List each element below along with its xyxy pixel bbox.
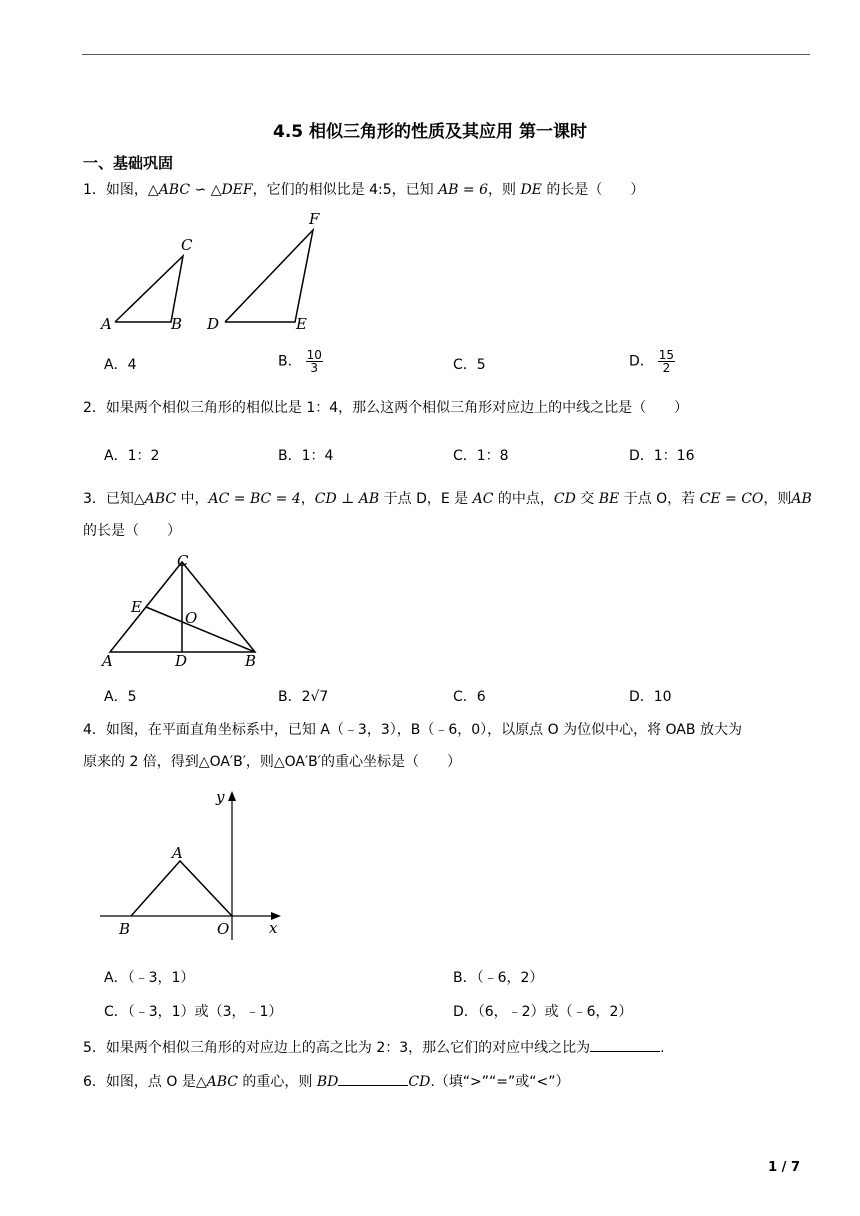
question-4-line-2: 原来的 2 倍，得到△OA′B′，则△OA′B′的重心坐标是（ ） (83, 754, 461, 770)
fig-label: O (185, 609, 198, 627)
denominator: 3 (310, 361, 319, 375)
q6-math: BD (316, 1074, 339, 1090)
page-number: 1 / 7 (768, 1160, 800, 1175)
denominator: 2 (662, 361, 671, 375)
q3-math: CE = CO (699, 491, 764, 507)
q3-math: ABC (144, 491, 177, 507)
q1-text: ，则 (488, 182, 521, 198)
fraction (306, 349, 323, 374)
question-5 (83, 1037, 813, 1058)
q2-option-b[interactable]: B．1：4 (278, 448, 334, 464)
option-label: B． (278, 353, 302, 370)
q1-math: AB = 6 (438, 182, 488, 198)
q4-option-a[interactable]: A．（﹣3，1） (104, 970, 195, 986)
q3-text: ， (300, 491, 315, 507)
fig-label: B (171, 315, 183, 333)
q3-math: AC (472, 491, 494, 507)
q3-option-c[interactable]: C．6 (453, 689, 486, 705)
q3-figure (95, 548, 275, 670)
question-2: 2．如果两个相似三角形的相似比是 1：4，那么这两个相似三角形对应边上的中线之比是（ ） (83, 400, 689, 416)
fig-label: F (309, 210, 320, 228)
q1-option-b[interactable] (278, 349, 323, 374)
fig-label: B (119, 920, 131, 938)
q3-math: CD (553, 491, 576, 507)
numerator: 15 (658, 348, 675, 362)
q4-option-c[interactable]: C．（﹣3，1）或（3，﹣1） (104, 1004, 283, 1020)
fig-label: D (175, 652, 188, 670)
q3-math: CD ⊥ AB (314, 491, 380, 507)
q6-text: 6．如图，点 O 是△ (83, 1074, 207, 1090)
q1-option-a[interactable]: A．4 (104, 357, 137, 373)
question-6 (83, 1071, 813, 1092)
page-title: 4.5 相似三角形的性质及其应用 第一课时 (273, 122, 587, 142)
q1-text: 1．如图， (83, 182, 148, 198)
q2-option-d[interactable]: D．1：16 (629, 448, 695, 464)
numerator: 10 (306, 348, 322, 362)
fig-label: E (131, 598, 142, 616)
header-rule (82, 54, 810, 55)
q2-option-a[interactable]: A．1：2 (104, 448, 160, 464)
q3-text: ，则 (763, 491, 792, 507)
answer-blank[interactable] (590, 1037, 660, 1052)
q4-option-b[interactable]: B．（﹣6，2） (453, 970, 544, 986)
fig-label: D (207, 315, 220, 333)
q2-option-c[interactable]: C．1：8 (453, 448, 509, 464)
q4-option-d[interactable]: D．（6，﹣2）或（﹣6，2） (453, 1004, 633, 1020)
fig-label: y (216, 788, 225, 806)
q3-option-d[interactable]: D．10 (629, 689, 672, 705)
q3-text: 的中点， (493, 491, 554, 507)
fraction (658, 349, 675, 374)
fig-label: A (102, 652, 113, 670)
fig-label: E (296, 315, 307, 333)
q5-text: 5．如果两个相似三角形的对应边上的高之比为 2：3，那么它们的对应中线之比为 (83, 1040, 591, 1056)
q3-option-b[interactable]: B．2√7 (278, 689, 329, 705)
q3-math: AB (791, 491, 812, 507)
question-1 (83, 180, 813, 200)
q3-math: AC = BC = 4 (208, 491, 301, 507)
q3-text: 交 (575, 491, 599, 507)
q1-figure (95, 205, 345, 340)
q1-math: △ABC ∽ △DEF (147, 182, 253, 198)
question-4-line-1: 4．如图，在平面直角坐标系中，已知 A（﹣3，3），B（﹣6，0），以原点 O 为位似中心，将 OAB 放大为 (83, 722, 742, 738)
question-3 (83, 483, 813, 547)
q3-option-a[interactable]: A．5 (104, 689, 137, 705)
fig-label: O (217, 920, 230, 938)
q3-text: 3．已知△ (83, 491, 145, 507)
q5-text: . (660, 1040, 665, 1056)
q3-text: 于点 O，若 (619, 491, 700, 507)
q1-text: 的长是（ ） (541, 182, 645, 198)
fig-label: C (177, 552, 189, 570)
q1-option-c[interactable]: C．5 (453, 357, 486, 373)
fig-label: C (181, 236, 193, 254)
fig-label: B (245, 652, 257, 670)
q4-figure (95, 785, 295, 940)
q6-math: ABC (206, 1074, 238, 1090)
q1-math: DE (520, 182, 542, 198)
q6-text: 的重心，则 (237, 1074, 317, 1090)
q1-option-d[interactable] (629, 349, 675, 374)
q3-text: 于点 D，E 是 (379, 491, 473, 507)
q3-text: 的长是（ ） (83, 523, 181, 539)
fig-label: A (101, 315, 112, 333)
q6-text: .（填“>”“=”或“<”） (430, 1074, 570, 1090)
section-heading: 一、基础巩固 (83, 154, 174, 172)
option-label: D． (629, 353, 654, 370)
fig-label: A (172, 844, 183, 862)
answer-blank[interactable] (338, 1071, 408, 1086)
fig-label: x (269, 919, 278, 937)
q6-math: CD (408, 1074, 431, 1090)
q3-text: 中， (176, 491, 209, 507)
q3-math: BE (598, 491, 620, 507)
q1-text: ，它们的相似比是 4:5，已知 (252, 182, 439, 198)
